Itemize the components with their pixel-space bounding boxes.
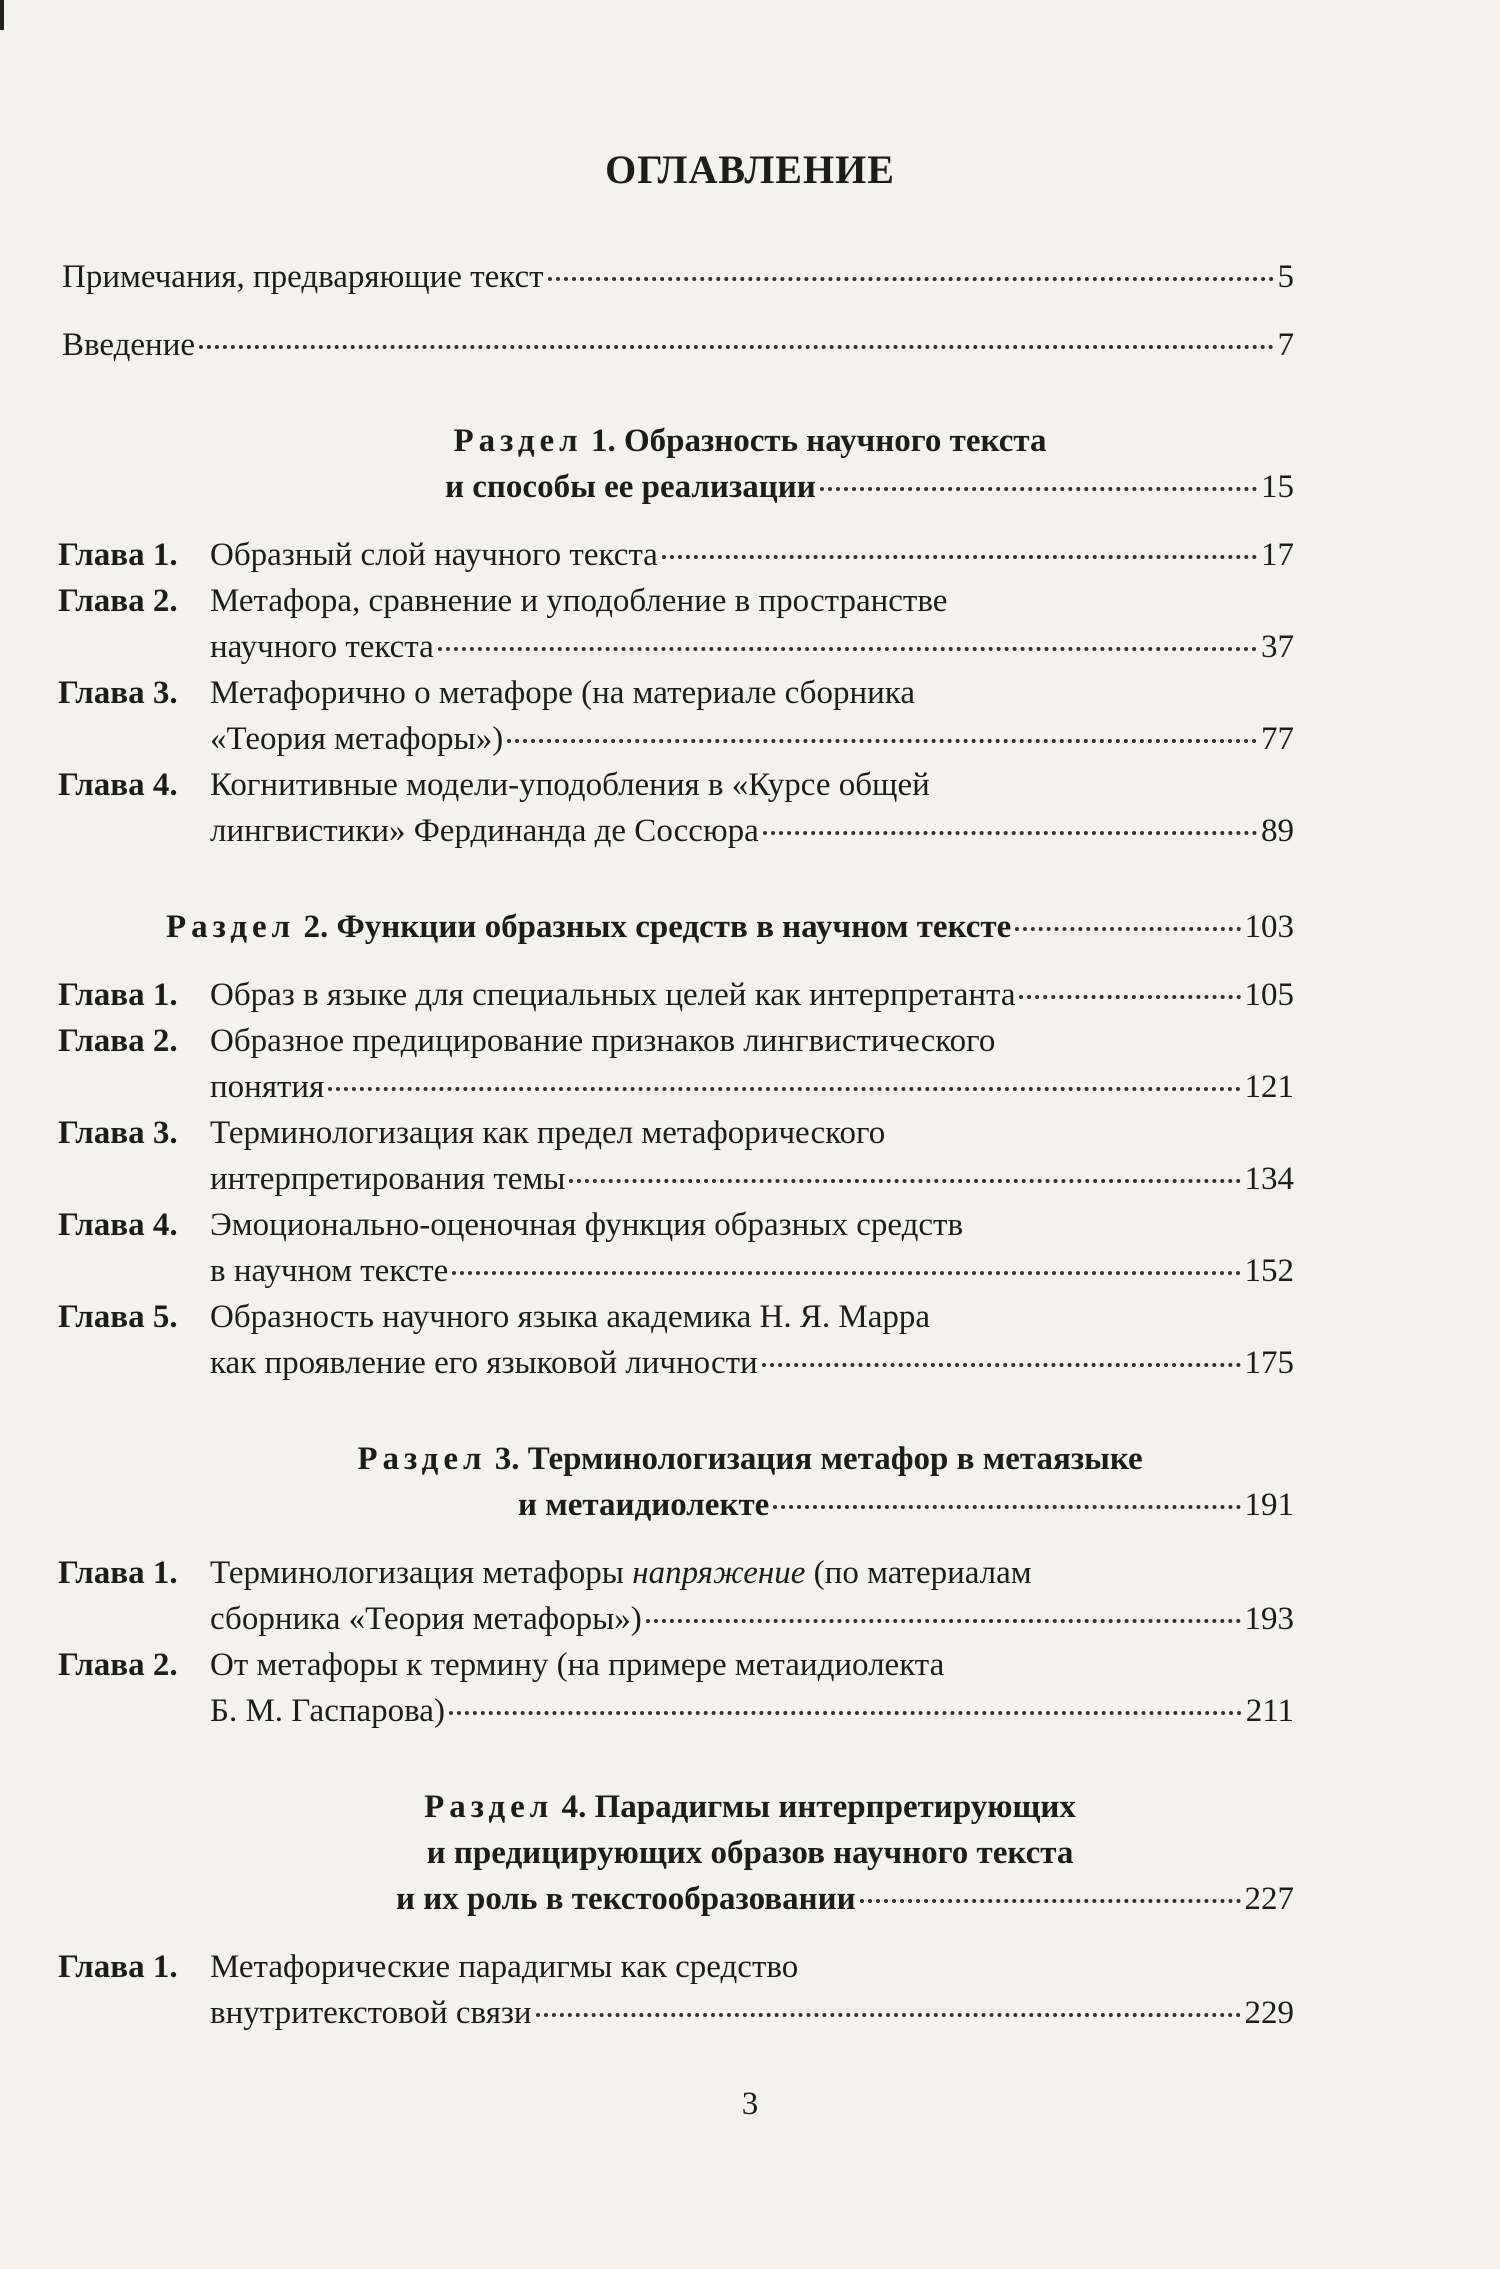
toc-entry: Б. М. Гаспарова) 211: [210, 1693, 1294, 1729]
section-heading: Раздел 4. Парадигмы интерпретирующих: [424, 1789, 1076, 1825]
chapter-label: Глава 3.: [58, 1115, 178, 1151]
chapter-label: Глава 2.: [58, 1023, 178, 1059]
section-heading: Раздел 2. Функции образных средств в научном тексте 103: [166, 909, 1294, 945]
edge-mark: [0, 0, 4, 30]
toc-entry-line: Метафора, сравнение и уподобление в пространстве: [210, 583, 948, 619]
toc-entry-line: Метафорические парадигмы как средство: [210, 1949, 799, 1985]
section-heading: и предицирующих образов научного текста: [426, 1835, 1074, 1871]
section-heading: Раздел 3. Терминологизация метафор в метаязыке: [357, 1441, 1143, 1477]
chapter-label: Глава 1.: [58, 537, 178, 573]
toc-entry: Образный слой научного текста 17: [210, 537, 1294, 573]
chapter-label: Глава 4.: [58, 767, 178, 803]
chapter-label: Глава 1.: [58, 977, 178, 1013]
chapter-label: Глава 2.: [58, 583, 178, 619]
toc-entry: «Теория метафоры») 77: [210, 721, 1294, 757]
toc-entry-line: Терминологизация как предел метафорического: [210, 1115, 886, 1151]
toc-entry: понятия 121: [210, 1069, 1294, 1105]
chapter-label: Глава 1.: [58, 1949, 178, 1985]
toc-entry: Примечания, предваряющие текст 5: [62, 259, 1294, 295]
toc-entry: лингвистики» Фердинанда де Соссюра 89: [210, 813, 1294, 849]
toc-entry: внутритекстовой связи 229: [210, 1995, 1294, 2031]
page-number: 3: [741, 2086, 759, 2122]
section-heading: и способы ее реализации 15: [445, 469, 1294, 505]
chapter-label: Глава 4.: [58, 1207, 178, 1243]
toc-entry-line: Терминологизация метафоры напряжение (по материалам: [210, 1555, 1032, 1591]
section-heading: и их роль в текстообразовании 227: [396, 1881, 1294, 1917]
toc-entry: интерпретирования темы 134: [210, 1161, 1294, 1197]
toc-entry: Образ в языке для специальных целей как интерпретанта 105: [210, 977, 1294, 1013]
toc-entry: как проявление его языковой личности 175: [210, 1345, 1294, 1381]
page-title: ОГЛАВЛЕНИЕ: [605, 147, 895, 192]
section-heading: и метаидиолекте 191: [518, 1487, 1294, 1523]
toc-entry-line: От метафоры к термину (на примере метаидиолекта: [210, 1647, 945, 1683]
toc-entry-line: Образность научного языка академика Н. Я. Марра: [210, 1299, 931, 1335]
toc-entry: в научном тексте 152: [210, 1253, 1294, 1289]
chapter-label: Глава 1.: [58, 1555, 178, 1591]
toc-entry: сборника «Теория метафоры») 193: [210, 1601, 1294, 1637]
toc-entry-line: Образное предицирование признаков лингвистического: [210, 1023, 996, 1059]
toc-entry-line: Когнитивные модели-уподобления в «Курсе общей: [210, 767, 930, 803]
toc-entry: научного текста 37: [210, 629, 1294, 665]
chapter-label: Глава 2.: [58, 1647, 178, 1683]
toc-entry-line: Эмоционально-оценочная функция образных средств: [210, 1207, 964, 1243]
section-heading: Раздел 1. Образность научного текста: [453, 423, 1047, 459]
chapter-label: Глава 3.: [58, 675, 178, 711]
chapter-label: Глава 5.: [58, 1299, 178, 1335]
toc-entry: Введение 7: [62, 327, 1294, 363]
toc-entry-line: Метафорично о метафоре (на материале сборника: [210, 675, 915, 711]
